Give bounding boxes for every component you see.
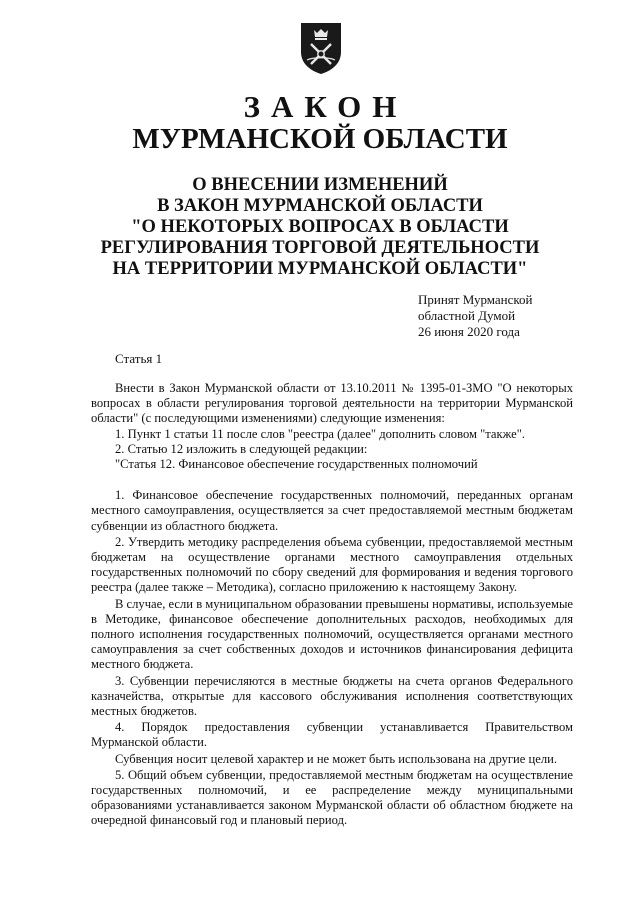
adoption-line: Принят Мурманской xyxy=(418,292,533,307)
coat-of-arms-icon xyxy=(297,20,345,76)
law-title-line: В ЗАКОН МУРМАНСКОЙ ОБЛАСТИ xyxy=(157,196,483,216)
article-body xyxy=(91,381,573,829)
law-title-line: О ВНЕСЕНИИ ИЗМЕНЕНИЙ xyxy=(192,175,448,195)
law-title xyxy=(0,175,640,280)
intro-paragraph: Внести в Закон Мурманской области от 13.10.2011 № 1395-01-ЗМО "О некоторых вопросах в области регулирования торговой деятельности на территории Мурманской области" (с последующими изменениями) следующие изменения: xyxy=(91,381,573,426)
paragraph: В случае, если в муниципальном образовании превышены нормативы, используемые в Методике, финансовое обеспечение дополнительных расходов, необходимых для полного исполнения государственных полномочий, осуществляется органами местного самоуправления за счет собственных доходов и источников финансирования дефицита местного бюджета. xyxy=(91,596,574,672)
paragraph: 5. Общий объем субвенции, предоставляемой местным бюджетам на осуществление государственных полномочий, и ее распределение между муниципальными образованиями устанавливается законом Мурманской области об областном бюджете на очередной финансовый год и плановый период. xyxy=(91,767,573,828)
paragraph: 2. Утвердить методику распределения объема субвенции, предоставляемой местным бюджетам на осуществление органами местного самоуправления отдельных государственных полномочий по сбору сведений для формирования и ведения торгового реестра (далее также – Методика), согласно приложению к настоящему Закону. xyxy=(91,534,573,595)
amendment-item: 1. Пункт 1 статьи 11 после слов "реестра (далее" дополнить словом "также". xyxy=(115,426,526,441)
article-label: Статья 1 xyxy=(115,351,163,366)
law-region-heading: МУРМАНСКОЙ ОБЛАСТИ xyxy=(132,123,508,155)
paragraph: 3. Субвенции перечисляются в местные бюджеты на счета органов Федерального казначейства, открытые для кассового обслуживания исполнения соответствующих местных бюджетов. xyxy=(91,673,573,719)
quoted-article-heading: "Статья 12. Финансовое обеспечение государственных полномочий xyxy=(115,457,478,472)
law-title-line: НА ТЕРРИТОРИИ МУРМАНСКОЙ ОБЛАСТИ" xyxy=(112,259,528,279)
paragraph: 1. Финансовое обеспечение государственных полномочий, переданных органам местного самоуправления, осуществляется за счет предоставляемой местным бюджетам субвенции из областного бюджета. xyxy=(91,488,573,533)
adoption-note xyxy=(418,292,533,340)
amendment-item: 2. Статью 12 изложить в следующей редакции: xyxy=(115,441,368,456)
law-title-line: РЕГУЛИРОВАНИЯ ТОРГОВОЙ ДЕЯТЕЛЬНОСТИ xyxy=(100,238,540,258)
law-title-line: "О НЕКОТОРЫХ ВОПРОСАХ В ОБЛАСТИ xyxy=(131,217,509,237)
adoption-line: областной Думой xyxy=(418,308,516,323)
law-heading: ЗАКОН xyxy=(243,89,408,124)
paragraph: 4. Порядок предоставления субвенции устанавливается Правительством Мурманской области. xyxy=(91,720,573,750)
paragraph: Субвенция носит целевой характер и не может быть использована на другие цели. xyxy=(115,751,558,766)
adoption-date: 26 июня 2020 года xyxy=(418,324,520,339)
